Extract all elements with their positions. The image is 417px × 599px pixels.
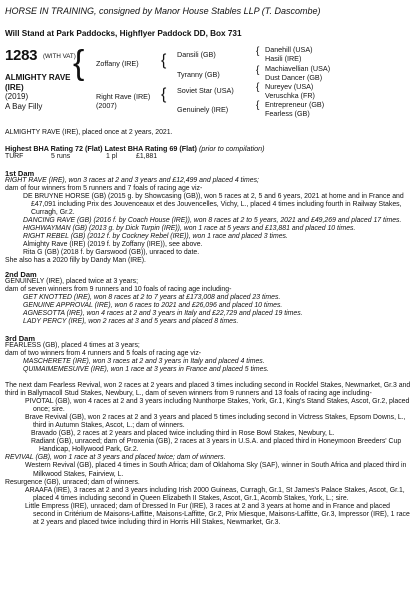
fd-rita: Rita G (GB) (2018 f. by Garswood (GB)), unraced to date. — [23, 249, 200, 257]
sdd: Dust Dancer (GB) — [265, 73, 323, 82]
nd-radiant: Radiant (GB), unraced; dam of Proxenia (GB), 2 races at 3 years in U.S.A. and placed third in Honeymoon Breeders' Cup Handicap, Hollywood Park, Gr.2. — [31, 438, 402, 454]
horse-block — [5, 73, 70, 111]
horse-year: (2019) — [5, 92, 29, 101]
sss: Danehill (USA) — [265, 45, 313, 54]
bracket-main: { — [73, 44, 85, 82]
third-dam-section — [5, 342, 413, 374]
sds: Machiavellian (USA) — [265, 64, 331, 73]
second-dam-title: 2nd Dam — [5, 270, 37, 279]
nd-bravado: Bravado (GB), 2 races at 2 years and placed twice including third in Rose Bowl Stakes, Newbury, L. — [31, 430, 335, 438]
horse-description: A Bay Filly — [5, 101, 43, 111]
dam-year: (2007) — [96, 101, 117, 110]
sire: Zoffany (IRE) — [96, 59, 139, 68]
second-dam-section — [5, 278, 413, 326]
fd-line2: dam of four winners from 5 runners and 7 foals of racing age viz- — [5, 185, 203, 193]
dam: Right Rave (IRE) — [96, 92, 151, 101]
sd-agnesotta: AGNESOTTA (IRE), won 4 races at 2 and 3 years in Italy and £22,729 and placed 19 times. — [23, 310, 303, 318]
bracket-sire: { — [161, 52, 167, 69]
dss: Nureyev (USA) — [265, 82, 314, 91]
sire-sire: Dansili (GB) — [177, 50, 216, 59]
sd-line2: dam of seven winners from 9 runners and 10 foals of racing age including- — [5, 286, 232, 294]
rating-note: (prior to compilation) — [198, 144, 265, 153]
nd-brave: Brave Revival (GB), won 2 races at 2 and 3 years and placed 5 times including second in Victress Stakes, Epsom Downs, L., third in Autumn Stakes, Ascot, L.; dam of winners. — [25, 414, 406, 430]
nd-resurgence: Resurgence (GB), unraced; dam of winners. — [5, 478, 140, 486]
ddd: Fearless (GB) — [265, 109, 310, 118]
dsd: Veruschka (FR) — [265, 91, 315, 100]
bha-rating — [5, 145, 264, 153]
dam-sire: Soviet Star (USA) — [177, 86, 234, 95]
fd-line1: RIGHT RAVE (IRE), won 3 races at 2 and 3 years and £12,499 and placed 4 times; — [5, 177, 259, 184]
turf-label: TURF — [5, 153, 24, 160]
fd-de-bruyne: DE BRUYNE HORSE (GB) (2015 g. by Showcasing (GB)), won 5 races at 2, 5 and 6 years, 2021 at home and in France and £47,091 including Prix des Jouvenceaux et des Jouvencelles, Vichy, L., placed 4 times including fourth in Railway Stakes, Curragh, Gr.2. — [23, 193, 404, 217]
rating-label: Highest BHA Rating 72 (Flat) Latest BHA Rating 69 (Flat) — [5, 144, 197, 153]
placed-summary: ALMIGHTY RAVE (IRE), placed once at 2 years, 2021. — [5, 129, 173, 136]
bracket-ss: { — [256, 46, 260, 57]
lot-number: 1283 — [5, 47, 38, 64]
turf-record-row — [5, 153, 157, 161]
dds: Entrepreneur (GB) — [265, 100, 325, 109]
nd-western: Western Revival (GB), placed 4 times in South Africa; dam of Oklahoma Sky (SAF), winner in South Africa and placed third in Milkwood Stakes, Fairview, L. — [25, 462, 407, 478]
sd-line1: GENUINELY (IRE), placed twice at 3 years; — [5, 278, 139, 285]
next-dam-section — [5, 382, 413, 527]
horse-name: ALMIGHTY RAVE — [5, 73, 71, 82]
td-line2: dam of two winners from 4 runners and 5 foals of racing age viz- — [5, 350, 202, 358]
nd-araafa: ARAAFA (IRE), 3 races at 2 and 3 years including Irish 2000 Guineas, Curragh, Gr.1, St James's Palace Stakes, Ascot, Gr.1, placed 4 times including second in Queen Elizabeth II Stakes, Ascot, Gr.1, Acomb Stakes, York, L.; sire. — [25, 486, 405, 502]
horse-suffix: (IRE) — [5, 82, 24, 92]
first-dam-section — [5, 177, 413, 266]
fd-filly: She also has a 2020 filly by Dandy Man (IRE). — [5, 257, 146, 265]
nd-intro: The next dam Fearless Revival, won 2 races at 2 years and placed 3 times including second in Rockfel Stakes, Newmarket, Gr.3 and third in Ballymacoll Stud Stakes, Newbury, L., dam of seven winners from 9 runners and 13 foals of racing age including- — [5, 382, 411, 398]
bracket-ds: { — [256, 82, 260, 93]
sd-approval: GENUINE APPROVAL (IRE), won 6 races to 2021 and £26,096 and placed 10 times. — [23, 302, 283, 310]
sd-get-knotted: GET KNOTTED (IRE), won 8 races at 2 to 7 years at £173,008 and placed 23 times. — [23, 294, 281, 302]
fd-dancing: DANCING RAVE (GB) (2016 f. by Coach House (IRE)), won 8 races at 2 to 5 years, 2021 and £49,269 and placed 17 times. — [23, 217, 402, 225]
consignor-header: HORSE IN TRAINING, consigned by Manor House Stables LLP (T. Dascombe) — [5, 6, 321, 16]
turf-prize: £1,881 — [136, 153, 158, 160]
fd-almighty: Almighty Rave (IRE) (2019 f. by Zoffany (IRE)), see above. — [23, 241, 203, 249]
dam-dam: Genuinely (IRE) — [177, 105, 229, 114]
ssd: Hasili (IRE) — [265, 54, 302, 63]
third-dam-title: 3rd Dam — [5, 334, 36, 343]
stand-location: Will Stand at Park Paddocks, Highflyer Paddock DD, Box 731 — [5, 29, 242, 38]
sd-lady-percy: LADY PERCY (IRE), won 2 races at 3 and 5 years and placed 8 times. — [23, 318, 239, 326]
bracket-dd: { — [256, 100, 260, 111]
td-line1: FEARLESS (GB), placed 4 times at 3 years; — [5, 342, 140, 349]
fd-highwayman: HIGHWAYMAN (GB) (2013 g. by Dick Turpin (IRE)), won 1 race at 5 years and £13,881 and placed 10 times. — [23, 225, 356, 233]
nd-pivotal: PIVOTAL (GB), won 4 races at 2 and 3 years including Nunthorpe Stakes, York, Gr.1, King's Stand Stakes, Ascot, Gr.2, placed once; sire. — [25, 398, 410, 414]
turf-placed: 1 pl — [106, 153, 118, 160]
td-quimaime: QUIMAIMEMESUIVE (IRE), won 1 race at 3 years in France and placed 5 times. — [23, 366, 269, 374]
nd-little-empress: Little Empress (IRE), unraced; dam of Dressed In Fur (IRE), 3 races at 2 and 3 years at home and in France and placed second in Critérium de Maisons-Laffitte, Maisons-Laffitte, Gr.2, Prix Miesque, Maisons-Laffitte, Gr.3, Impressor (IRE), 1 race at 2 years and placed twice including third in Horris Hill Stakes, Newmarket, Gr.3. — [25, 502, 410, 526]
bracket-sd: { — [256, 65, 260, 76]
first-dam-title: 1st Dam — [5, 169, 35, 178]
turf-runs: 5 runs — [51, 153, 71, 160]
fd-rebel: RIGHT REBEL (GB) (2012 f. by Cockney Rebel (IRE)), won 1 race and placed 3 times. — [23, 233, 288, 241]
sire-dam: Tyranny (GB) — [177, 70, 220, 79]
nd-revival: REVIVAL (GB), won 1 race at 3 years and placed twice; dam of winners. — [5, 454, 226, 462]
vat-note: (WITH VAT) — [43, 53, 76, 60]
td-mascherete: MASCHERETE (IRE), won 3 races at 2 and 3 years in Italy and placed 4 times. — [23, 358, 265, 366]
bracket-dam: { — [161, 86, 167, 103]
